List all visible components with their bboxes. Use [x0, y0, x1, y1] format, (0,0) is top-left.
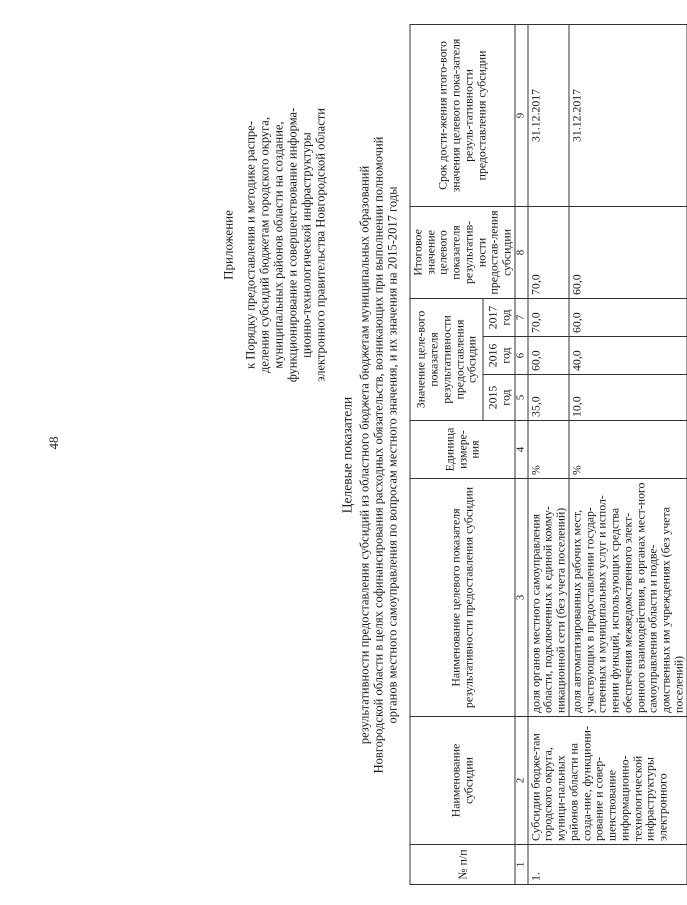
title-line: результативности предоставления субсидий из областного бюджета бюджетам муниципальных образований — [357, 165, 372, 745]
row-value-2015: 35,0 — [528, 375, 569, 421]
rotated-document — [220, 25, 686, 885]
column-number: 5 — [515, 375, 528, 421]
indicators-table — [410, 24, 687, 885]
column-number: 6 — [515, 337, 528, 375]
header-indicator: Наименование целевого показателя результативности предоставления субсидии — [410, 479, 515, 717]
annex-block — [222, 35, 328, 455]
header-2017: 2017 год — [483, 298, 514, 336]
row-unit: % — [528, 421, 569, 479]
column-number: 2 — [515, 717, 528, 845]
header-subsidy: Наименование субсидии — [410, 717, 515, 845]
row-value-2017: 60,0 — [569, 298, 687, 336]
column-number: 7 — [515, 298, 528, 336]
row-final: 70,0 — [528, 206, 569, 298]
column-number: 3 — [515, 479, 528, 717]
header-row — [410, 24, 483, 884]
annex-heading: Приложение — [220, 210, 236, 280]
header-unit: Единица измере-ния — [410, 421, 515, 479]
row-value-2016: 60,0 — [528, 337, 569, 375]
document-title — [340, 25, 400, 885]
column-number: 4 — [515, 421, 528, 479]
header-values-group: Значение целе-вого показателя результативности предоставления субсидии — [410, 298, 483, 420]
column-number: 8 — [515, 206, 528, 298]
row-deadline: 31.12.2017 — [569, 24, 687, 206]
annex-line: муниципальных районов области на создание, — [271, 121, 286, 369]
column-numbers-row — [515, 24, 528, 884]
row-indicator: доля автоматизированных рабочих мест, участвующих в предоставлении государ-ственных и муниципальных услуг и испол-нении функций, использующих средства обеспечения межведомственного элект-ронного взаимодействия, в органах мест-ного самоуправления области и подве-домственных им учреждениях (без учета поселений) — [569, 479, 687, 717]
row-final: 60,0 — [569, 206, 687, 298]
row-value-2015: 10,0 — [569, 375, 687, 421]
header-final: Итоговое значение целевого показателя результатив-ности предостав-ления субсидии — [410, 206, 515, 298]
row-value-2017: 70,0 — [528, 298, 569, 336]
header-2015: 2015 год — [483, 375, 514, 421]
table-row — [528, 24, 569, 884]
header-deadline: Срок дости-жения итого-вого значения целевого пока-зателя резуль-тативности предоставления субсидии — [410, 24, 515, 206]
title-line: Новгородской области в целях софинансирования расходных обязательств, возникающих при выполнении полномочий — [371, 136, 386, 774]
header-num: № п/п — [410, 845, 515, 885]
row-value-2016: 40,0 — [569, 337, 687, 375]
annex-line: к Порядку предоставления и методике распре- — [243, 121, 258, 369]
annex-line: функционирование и совершенствование информа- — [285, 107, 300, 383]
column-number: 1 — [515, 845, 528, 885]
annex-line: деления субсидий бюджетам городского округа, — [257, 117, 272, 373]
title-main: Целевые показатели — [339, 396, 355, 514]
page-number: 48 — [46, 436, 61, 450]
annex-line: электронного правительства Новгородской области — [313, 108, 328, 382]
column-number: 9 — [515, 24, 528, 206]
row-deadline: 31.12.2017 — [528, 24, 569, 206]
header-2016: 2016 год — [483, 337, 514, 375]
title-line: органов местного самоуправления по вопросам местного значения, и их значения на 2015-2017 годы — [385, 186, 400, 724]
row-num: 1. — [528, 845, 687, 885]
row-indicator: доля органов местного самоуправления области, подключенных к единой комму-никационной сети (без учета поселений) — [528, 479, 569, 717]
row-unit: % — [569, 421, 687, 479]
annex-line: ционно-технологической инфраструктуры — [299, 132, 314, 358]
row-subsidy: Субсидии бюдже-там городского округа, муници-пальных районов области на созда-ние, функциони-рование и совер-шенствование информационно-технологической инфраструктуры электронного — [528, 717, 687, 845]
